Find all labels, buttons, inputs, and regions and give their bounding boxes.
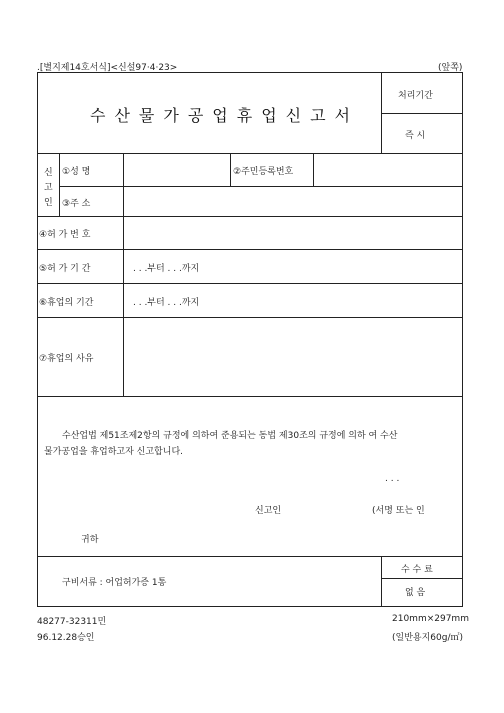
date-line[interactable]: . . . [385,474,400,484]
rule [59,153,60,216]
rule [381,72,382,153]
closure-period-value[interactable]: . . .부터 . . .까지 [133,298,200,308]
resident-number-label: ②주민등록번호 [233,167,294,177]
paper-type: (일반용지60g/㎡) [392,633,463,643]
rule [381,578,463,579]
rule [37,249,463,250]
approval-date: 96.12.28승인 [37,633,95,643]
closure-reason-field[interactable] [124,318,462,395]
applicant-label-1: 신 [44,168,53,178]
rule [381,113,463,114]
processing-period-value: 즉 시 [405,131,426,141]
required-documents: 구비서류 : 어업허가증 1통 [62,578,167,588]
applicant-label-3: 인 [44,198,53,208]
statement-line-2: 물가공업을 휴업하고자 신고합니다. [44,447,183,457]
reporter-label: 신고인 [255,506,282,516]
closure-reason-label: ⑦휴업의 사유 [39,354,94,364]
permit-number-field[interactable] [124,217,462,248]
processing-period-label: 처리기간 [398,91,433,101]
statement-line-1: 수산업법 제51조제2항의 규정에 의하여 준용되는 동법 제30조의 규정에 의하 여 수산 [62,431,398,441]
permit-period-label: ⑤허 가 기 간 [39,264,91,274]
fee-value: 없 음 [405,588,426,598]
form-number: 48277-32311민 [37,617,107,627]
address-field[interactable] [124,187,462,215]
fee-label: 수 수 료 [401,565,433,575]
name-field[interactable] [124,154,229,185]
page-side-label: (앞쪽) [438,63,463,73]
address-label: ③주 소 [62,199,91,209]
form-title: 수산물가공업휴업신고서 [90,106,360,125]
signature-label[interactable]: (서명 또는 인 [372,506,425,516]
addressee: 귀하 [81,535,99,545]
rule [37,396,463,397]
permit-period-value[interactable]: . . .부터 . . .까지 [133,264,200,274]
name-label: ①성 명 [62,167,91,177]
closure-period-label: ⑥휴업의 기간 [39,298,94,308]
form-code: .[별지제14호서식]<신설97·4·23> [37,63,178,73]
rule [37,556,463,557]
permit-number-label: ④허 가 번 호 [39,230,91,240]
rule [37,283,463,284]
rule [230,153,231,186]
applicant-label-2: 고 [44,183,53,193]
paper-size: 210mm×297mm [392,614,469,624]
rule [381,556,382,607]
resident-number-field[interactable] [314,154,462,185]
